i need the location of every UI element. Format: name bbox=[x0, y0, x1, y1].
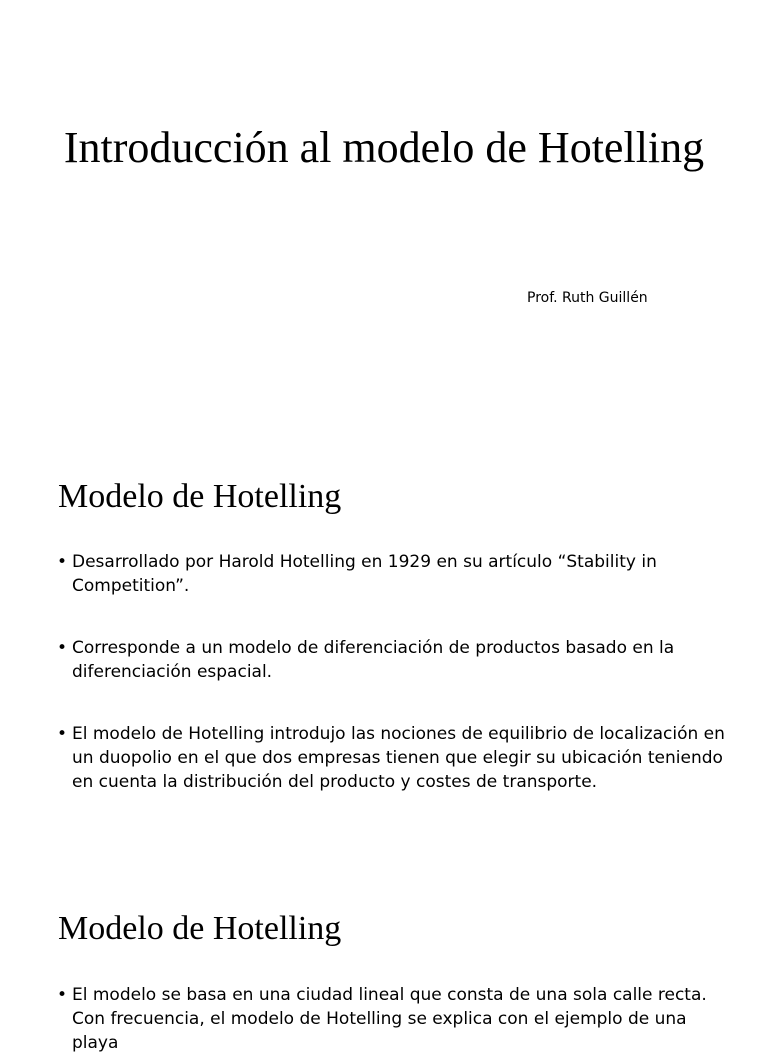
bullet-item bbox=[57, 550, 725, 598]
bullet-item bbox=[57, 722, 725, 794]
bullet-text: Desarrollado por Harold Hotelling en 1929 en su artículo “Stability in Competition”. bbox=[72, 552, 657, 596]
slide-hotelling-intro bbox=[0, 433, 768, 866]
author-name: Prof. Ruth Guillén bbox=[527, 290, 648, 306]
presentation-title: Introducción al modelo de Hotelling bbox=[63, 123, 705, 172]
bullet-icon: • bbox=[57, 638, 68, 658]
bullet-item bbox=[57, 983, 717, 1055]
slide-heading: Modelo de Hotelling bbox=[58, 910, 342, 947]
slide-title bbox=[0, 0, 768, 433]
bullet-text: Corresponde a un modelo de diferenciación de productos basado en la diferenciación espacial. bbox=[72, 638, 675, 682]
bullet-list bbox=[57, 550, 725, 794]
bullet-icon: • bbox=[57, 552, 68, 572]
slide-hotelling-model bbox=[0, 866, 768, 1053]
bullet-icon: • bbox=[57, 724, 68, 744]
bullet-item bbox=[57, 636, 725, 684]
bullet-icon: • bbox=[57, 985, 68, 1005]
slide-heading: Modelo de Hotelling bbox=[58, 478, 342, 515]
bullet-text: El modelo de Hotelling introdujo las nociones de equilibrio de localización en un duopolio en el que dos empresas tienen que elegir su ubicación teniendo en cuenta la distribución del producto y costes de transporte. bbox=[72, 724, 725, 792]
bullet-text: El modelo se basa en una ciudad lineal que consta de una sola calle recta. Con frecuencia, el modelo de Hotelling se explica con el ejemplo de una playa bbox=[72, 985, 707, 1053]
bullet-list bbox=[57, 983, 717, 1055]
